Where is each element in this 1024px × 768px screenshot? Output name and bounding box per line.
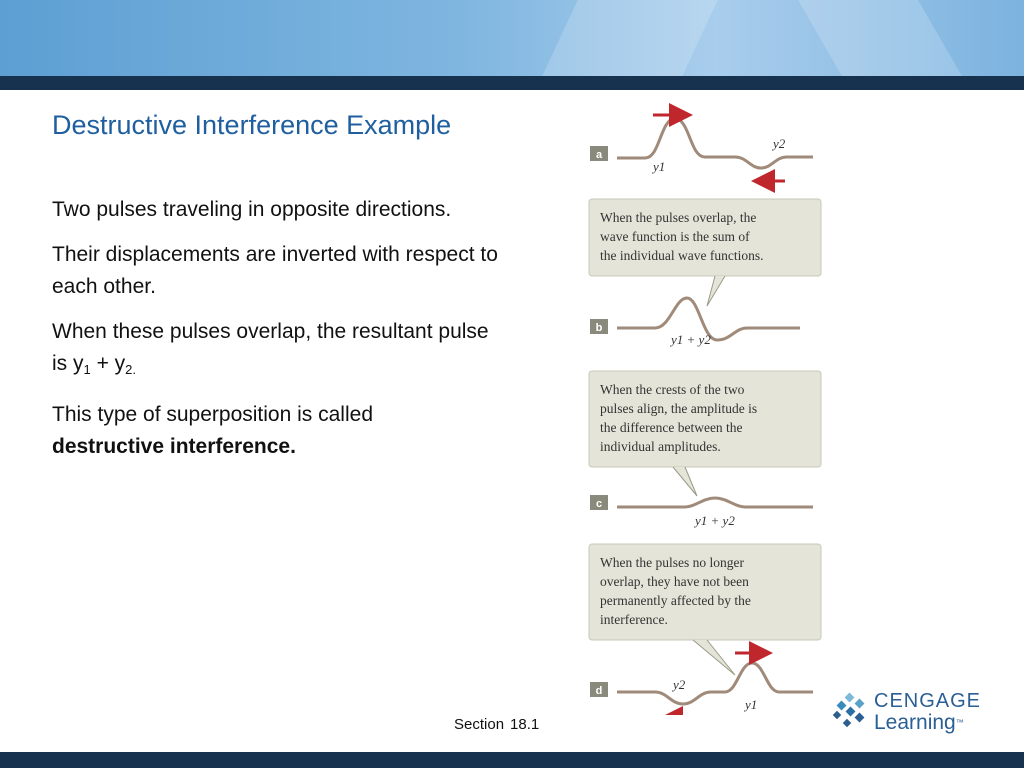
body-paragraph [52, 316, 502, 386]
panel-d [590, 653, 813, 715]
header-banner [0, 0, 1024, 76]
body-paragraph [52, 399, 502, 463]
body-paragraph: Their displacements are inverted with respect to each other. [52, 243, 498, 298]
section-number: 18.1 [510, 716, 540, 733]
panel-a [590, 115, 813, 181]
wave-c [617, 498, 813, 507]
logo-mark-icon [832, 692, 868, 732]
panel-c [590, 495, 813, 528]
footer-rule [0, 752, 1024, 768]
caption-box-1 [589, 199, 821, 306]
section-label: Section [454, 716, 505, 733]
equation-text: When these pulses overlap, the resultant pulse is y [52, 320, 489, 375]
body-paragraph: Two pulses traveling in opposite directions. [52, 198, 452, 221]
subscript-1: 1 [83, 362, 91, 377]
caption-text: When the crests of the two pulses align, the amplitude is the difference between the individual amplitudes. [600, 382, 758, 454]
panel-label: b [595, 322, 603, 334]
banner-facet [542, 0, 717, 76]
equation-plus: + y [90, 352, 126, 375]
header-rule [0, 76, 1024, 90]
banner-facet [798, 0, 962, 76]
footer-section [454, 716, 539, 733]
label-y1: y1 [653, 159, 666, 174]
label-y2: y2 [673, 677, 686, 692]
panel-b [590, 298, 800, 347]
caption-pointer [707, 276, 725, 306]
panel-label: d [595, 685, 603, 697]
interference-figure [585, 100, 825, 720]
caption-box-3 [589, 544, 821, 675]
body-text-span: This type of superposition is called [52, 403, 373, 426]
slide-body [52, 194, 502, 476]
caption-pointer [673, 467, 697, 496]
panel-label: a [595, 149, 603, 161]
panel-label: c [595, 498, 603, 510]
subscript-2: 2. [125, 362, 137, 377]
logo-wordmark: CENGAGE [874, 690, 982, 712]
logo-wordmark-sub: Learning™ [874, 711, 964, 734]
figure-svg [585, 100, 825, 715]
caption-text: When the pulses overlap, the wave function is the sum of the individual wave functions. [600, 210, 764, 263]
label-y1: y1 [745, 697, 758, 712]
cengage-logo [832, 690, 982, 740]
label-sum: y1 + y2 [695, 513, 735, 528]
label-y2: y2 [773, 136, 786, 151]
wave-d [617, 663, 813, 704]
label-sum: y1 + y2 [671, 332, 711, 347]
caption-box-2 [589, 371, 821, 496]
caption-text: When the pulses no longer overlap, they have not been permanently affected by the interference. [600, 555, 751, 627]
caption-pointer [693, 640, 735, 675]
slide-title: Destructive Interference Example [52, 110, 452, 140]
emphasis-term: destructive interference. [52, 435, 296, 458]
